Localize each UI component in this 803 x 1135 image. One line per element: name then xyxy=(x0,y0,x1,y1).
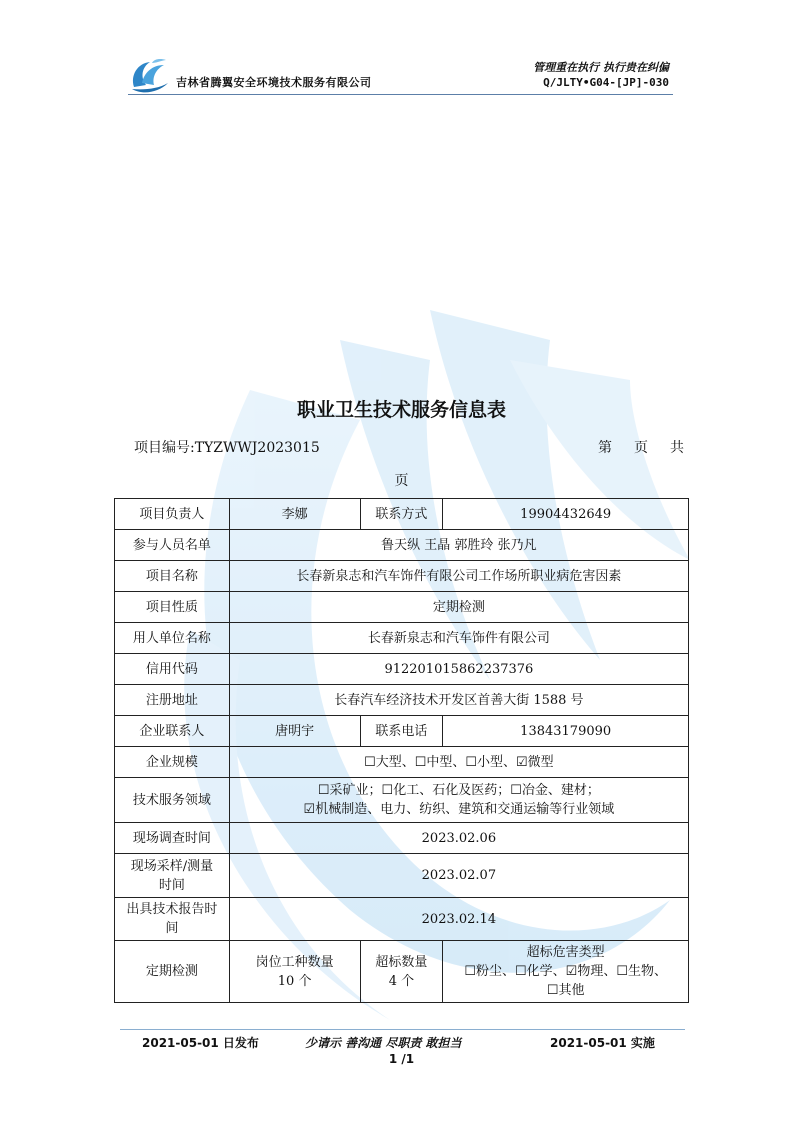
table-row xyxy=(115,823,689,854)
survey-time-label: 现场调查时间 xyxy=(115,823,230,854)
footer-divider xyxy=(120,1029,685,1030)
report-time-label xyxy=(115,898,230,941)
info-table xyxy=(114,498,689,1003)
post-count-label: 岗位工种数量 xyxy=(255,954,334,970)
label-line: 出具技术报告时 xyxy=(126,902,218,917)
periodic-label: 定期检测 xyxy=(115,941,230,1003)
table-row xyxy=(115,747,689,778)
label-line: 时间 xyxy=(158,877,185,893)
company-phone-value: 13843179090 xyxy=(443,716,689,747)
table-row xyxy=(115,854,689,898)
sampling-time-label xyxy=(115,854,230,898)
address-label: 注册地址 xyxy=(115,685,230,716)
company-logo xyxy=(128,57,170,95)
exceed-count-label: 超标数量 xyxy=(375,954,428,970)
company-phone-label: 联系电话 xyxy=(360,716,443,747)
table-row xyxy=(115,654,689,685)
field-value xyxy=(229,778,688,823)
project-nature-value: 定期检测 xyxy=(229,592,688,623)
table-row xyxy=(115,530,689,561)
field-line: ☑机械制造、电力、纺织、建筑和交通运输等行业领域 xyxy=(303,802,615,817)
release-date: 2021-05-01 日发布 xyxy=(142,1036,259,1050)
credit-code-value: 912201015862237376 xyxy=(229,654,688,685)
company-contact-label: 企业联系人 xyxy=(115,716,230,747)
field-label: 技术服务领域 xyxy=(115,778,230,823)
document-title: 职业卫生技术服务信息表 xyxy=(296,399,506,421)
report-time-value: 2023.02.14 xyxy=(229,898,688,941)
hazard-type-label: 超标危害类型 xyxy=(526,945,605,960)
table-row xyxy=(115,499,689,530)
table-row xyxy=(115,941,689,1003)
employer-value: 长春新泉志和汽车饰件有限公司 xyxy=(229,623,688,654)
page-counter xyxy=(598,437,684,457)
credit-code-label: 信用代码 xyxy=(115,654,230,685)
hazard-type-line: ☐其他 xyxy=(546,983,585,998)
field-line: ☐采矿业；☐化工、石化及医药；☐冶金、建材； xyxy=(317,783,600,798)
hazard-type-cell xyxy=(443,941,689,1003)
exceed-count-value: 4 个 xyxy=(388,973,415,989)
company-name: 吉林省腾翼安全环境技术服务有限公司 xyxy=(176,76,372,89)
footer-page-number: 1 /1 xyxy=(388,1052,415,1066)
footer-motto: 少请示 善沟通 尽职责 敢担当 xyxy=(305,1036,462,1050)
post-count-cell xyxy=(229,941,360,1003)
label-line: 现场采样/测量 xyxy=(130,858,214,874)
table-row xyxy=(115,716,689,747)
contact-label: 联系方式 xyxy=(360,499,443,530)
label-line: 间 xyxy=(165,921,179,936)
page-label-part: 第 xyxy=(598,440,612,456)
members-value: 鲁天纵 王晶 郭胜玲 张乃凡 xyxy=(229,530,688,561)
scale-label: 企业规模 xyxy=(115,747,230,778)
post-count-value: 10 个 xyxy=(277,973,312,989)
header-divider xyxy=(128,94,673,95)
page-counter-wrap: 页 xyxy=(394,473,409,489)
project-name-label: 项目名称 xyxy=(115,561,230,592)
project-name-value: 长春新泉志和汽车饰件有限公司工作场所职业病危害因素 xyxy=(229,561,688,592)
leader-label: 项目负责人 xyxy=(115,499,230,530)
header-slogan: 管理重在执行 执行贵在纠偏 xyxy=(533,61,669,74)
exceed-count-cell xyxy=(360,941,443,1003)
employer-label: 用人单位名称 xyxy=(115,623,230,654)
members-label: 参与人员名单 xyxy=(115,530,230,561)
contact-value: 19904432649 xyxy=(443,499,689,530)
table-row xyxy=(115,778,689,823)
page-label-part: 页 xyxy=(634,440,648,456)
table-row xyxy=(115,561,689,592)
table-row xyxy=(115,592,689,623)
table-row xyxy=(115,898,689,941)
page-label-part: 共 xyxy=(670,440,684,456)
project-nature-label: 项目性质 xyxy=(115,592,230,623)
project-number: 项目编号:TYZWWJ2023015 xyxy=(134,440,320,456)
hazard-type-line: ☐粉尘、☐化学、☑物理、☐生物、 xyxy=(464,964,667,979)
sampling-time-value: 2023.02.07 xyxy=(229,854,688,898)
document-code: Q/JLTY•G04-[JP]-030 xyxy=(543,76,669,89)
table-row xyxy=(115,685,689,716)
survey-time-value: 2023.02.06 xyxy=(229,823,688,854)
table-row xyxy=(115,623,689,654)
company-contact-value: 唐明宇 xyxy=(229,716,360,747)
scale-value: ☐大型、☐中型、☐小型、☑微型 xyxy=(229,747,688,778)
leader-value: 李娜 xyxy=(229,499,360,530)
effective-date: 2021-05-01 实施 xyxy=(550,1036,655,1050)
address-value: 长春汽车经济技术开发区首善大街 1588 号 xyxy=(229,685,688,716)
